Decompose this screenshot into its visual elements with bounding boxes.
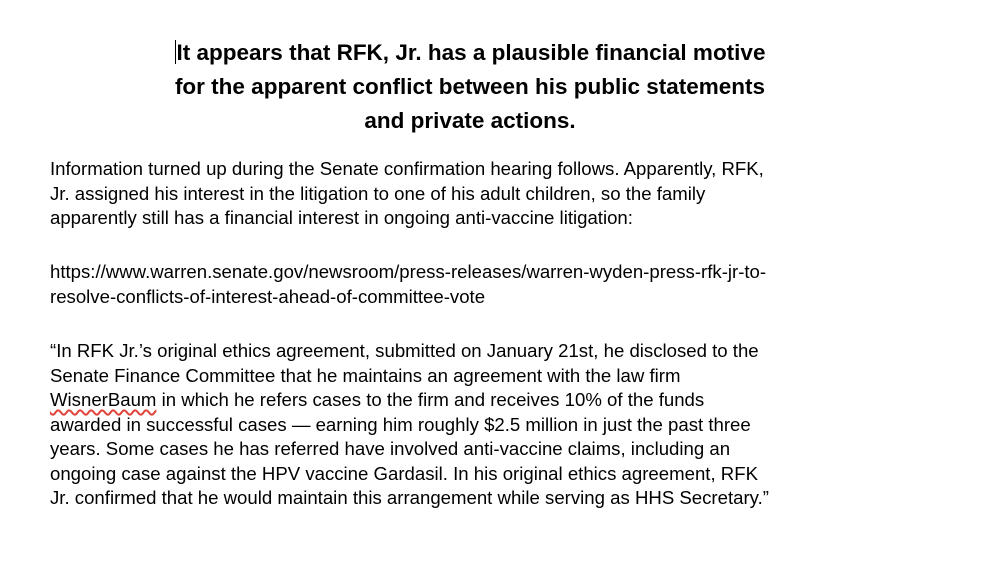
- quote-line-2: Senate Finance Committee that he maintains an agreement with the law firm: [50, 364, 681, 386]
- headline: [110, 36, 830, 138]
- quote-line-6: ongoing case against the HPV vaccine Gardasil. In his original ethics agreement, RFK: [50, 462, 758, 484]
- headline-line-3: and private actions.: [364, 108, 576, 133]
- intro-line-3: apparently still has a financial interest in ongoing anti-vaccine litigation:: [50, 207, 633, 228]
- quote-line-3: [50, 388, 950, 413]
- quote-line-5: years. Some cases he has referred have involved anti-vaccine claims, including an: [50, 438, 731, 459]
- quote-line-7: Jr. confirmed that he would maintain this arrangement while serving as HHS Secretary.”: [50, 487, 769, 508]
- quote-line-1: “In RFK Jr.’s original ethics agreement, submitted on January 21st, he disclosed to the: [50, 340, 759, 361]
- intro-line-2: Jr. assigned his interest in the litigation to one of his adult children, so the family: [50, 182, 706, 204]
- quote-line-4: awarded in successful cases — earning him roughly $2.5 million in just the past three: [50, 413, 751, 435]
- quote-paragraph: [50, 339, 950, 511]
- quote-line-3-rest: in which he refers cases to the firm and receives 10% of the funds: [156, 389, 705, 410]
- source-link-paragraph[interactable]: [50, 260, 950, 309]
- spellcheck-flagged-word[interactable]: WisnerBaum: [50, 389, 157, 410]
- intro-paragraph: [50, 157, 950, 231]
- headline-line-2: for the apparent conflict between his public statements: [174, 74, 766, 99]
- text-cursor: [175, 40, 176, 64]
- headline-line-1: [110, 36, 830, 70]
- source-link-line-2[interactable]: resolve-conflicts-of-interest-ahead-of-committee-vote: [50, 285, 486, 307]
- intro-line-1: Information turned up during the Senate confirmation hearing follows. Apparently, RFK,: [50, 158, 764, 179]
- source-link-line-1[interactable]: https://www.warren.senate.gov/newsroom/press-releases/warren-wyden-press-rfk-jr-to-: [50, 261, 767, 282]
- headline-line-1-text: It appears that RFK, Jr. has a plausible financial motive: [176, 40, 766, 65]
